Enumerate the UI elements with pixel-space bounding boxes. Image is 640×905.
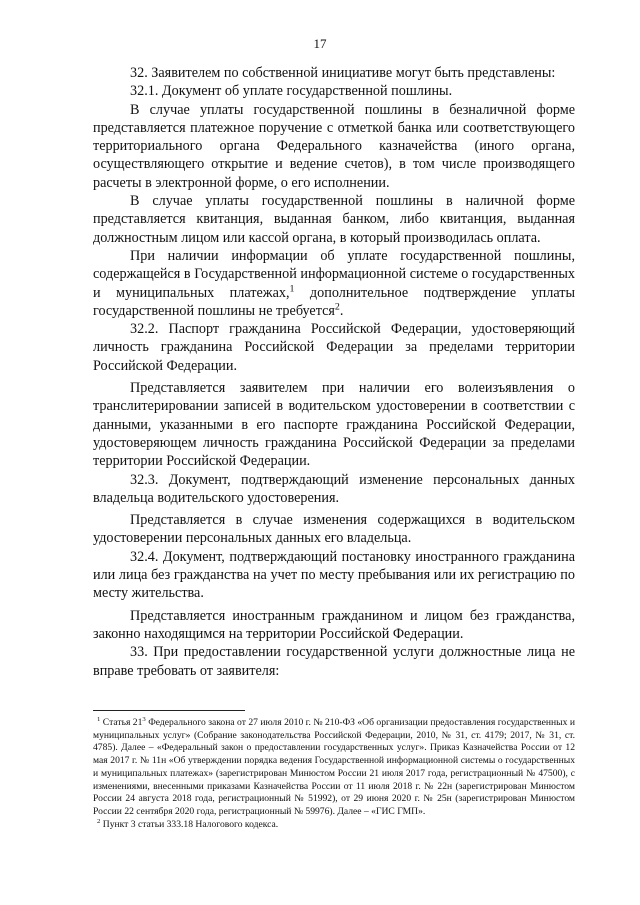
footnote-1 bbox=[93, 717, 575, 819]
paragraph-cash-payment: В случае уплаты государственной пошлины в наличной форме представляется квитанция, выданная банком, либо квитанция, выданная должностным лицом или кассой органа, в который производилась оплата. bbox=[93, 193, 575, 246]
paragraph-passport-note: Представляется заявителем при наличии его волеизъявления о транслитерировании записей в водительском удостоверении в соответствии с данными, указанными в его паспорте гражданина Российской Федерации, удостоверяющем личность гражданина Российской Федерации за пределами территории Российской Федерации. bbox=[93, 380, 575, 470]
footnote-2-mark: 2 bbox=[97, 817, 101, 825]
paragraph-cashless-payment: В случае уплаты государственной пошлины в безналичной форме представляется платежное поручение с отметкой банка или соответствующего территориального органа Федерального казначейства (иного органа, осуществляющего открытие и ведение счетов), в том числе производящего расчеты в электронной форме, о его исполнении. bbox=[93, 101, 575, 191]
paragraph-payment-info: При наличии информации об уплате государственной пошлины, содержащейся в Государственной информационной системе о государственных и муниципальных платежах,$^1$ дополнительное подтверждение уплаты государственной пошлины не требуется$^2$. bbox=[93, 247, 575, 319]
footnote-1-mark: 1 bbox=[97, 715, 101, 723]
paragraph-32-3: 32.3. Документ, подтверждающий изменение персональных данных владельца водительского удостоверения. bbox=[93, 471, 575, 506]
footnote-1-article-sup: 3 bbox=[142, 715, 146, 723]
paragraph-payment-info-tail: дополнительное подтверждение уплаты государственной пошлины не требуется bbox=[93, 284, 575, 319]
footnote-ref-2: 2 bbox=[334, 301, 340, 313]
footnotes bbox=[93, 717, 575, 831]
paragraph-personal-data-note: Представляется в случае изменения содержащихся в водительском удостоверении персональных данных его владельца. bbox=[93, 512, 575, 547]
page-number: 17 bbox=[313, 36, 327, 51]
paragraph-payment-info-text: При наличии информации об уплате государственной пошлины, содержащейся в Государственной информационной системе о государственных и муниципальных платежах, bbox=[93, 247, 575, 301]
footnote-1-text: Федерального закона от 27 июля 2010 г. № 210-ФЗ «Об организации предоставления государственных и муниципальных услуг» (Собрание законодательства Российской Федерации, 2010, № 31, ст. 4179; 2017, № 31, ст. 4785). Далее – «Федеральный закон о предоставлении государственных услуг». Приказ Казначейства России от 12 мая 2017 г. № 11н «Об утверждении порядка ведения Государственной информационной системы о государственных и муниципальных платежах» (зарегистрирован Минюстом России 21 июля 2017 года, регистрационный № 47500), с изменениями, внесенными приказами Казначейства России от 11 июля 2018 г. № 22н (зарегистрирован Минюстом России 24 августа 2018 года, регистрационный № 51992), от 29 июня 2020 г. № 25н (зарегистрирован Минюстом России 22 сентября 2020 года, регистрационный № 59976). Далее – «ГИС ГМП». bbox=[93, 717, 575, 817]
document-body bbox=[93, 64, 575, 680]
footnote-2-text: Пункт 3 статьи 333.18 Налогового кодекса. bbox=[102, 818, 279, 830]
footnote-ref-1: 1 bbox=[289, 282, 295, 294]
paragraph-32-2: 32.2. Паспорт гражданина Российской Федерации, удостоверяющий личность гражданина Российской Федерации за пределами территории Российской Федерации. bbox=[93, 321, 575, 374]
footnote-1-lead: Статья 21 bbox=[102, 717, 143, 728]
paragraph-33: 33. При предоставлении государственной услуги должностные лица не вправе требовать от заявителя: bbox=[93, 644, 575, 679]
footnote-divider bbox=[93, 710, 245, 711]
paragraph-32: 32. Заявителем по собственной инициативе могут быть представлены: bbox=[130, 65, 556, 81]
paragraph-32-1: 32.1. Документ об уплате государственной пошлины. bbox=[130, 83, 453, 100]
footnote-2 bbox=[93, 819, 575, 832]
paragraph-32-4: 32.4. Документ, подтверждающий постановку иностранного гражданина или лица без гражданства на учет по месту пребывания или их регистрацию по месту жительства. bbox=[93, 548, 575, 602]
paragraph-foreigner-note: Представляется иностранным гражданином и лицом без гражданства, законно находящимся на территории Российской Федерации. bbox=[93, 607, 575, 642]
